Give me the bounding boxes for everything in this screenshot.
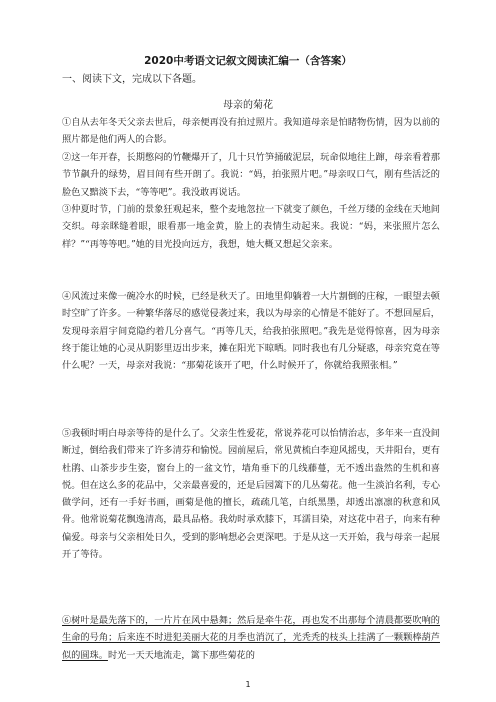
paragraph-1: ①自从去年冬天父亲去世后，母亲便再没有拍过照片。我知道母亲是怕睹物伤情，因为以前的照片都是他们两人的合影。 (62, 117, 440, 146)
paragraph-6-text: 时光一天天地流走，篱下那些菊花的 (107, 649, 255, 661)
section-heading: 一、阅读下文，完成以下各题。 (62, 74, 202, 85)
page-number: 1 (245, 680, 251, 689)
passage-title: 母亲的菊花 (223, 100, 273, 111)
paragraph-6-underlined-text: ⑥树叶是最先落下的，一片片在风中悬舞；然后是牵牛花，再也发不出那每个清晨都要吹响的生命的号角；后来连不时进犯美丽大花的月季也消沉了，光秃秃的枝头上挂满了一颗颗棒葫芦似的圆珠。 (62, 615, 440, 661)
paragraph-4: ④风流过来像一碗冷水的时候，已经是秋天了。田地里仰躺着一大片割倒的庄稼，一眼望去顿时空旷了许多。一种繁华落尽的感觉侵袭过来，我以为母亲的心情是不能好了。不想回屋后，发现母亲眉宇间竟隐约着几分喜气。“再等几天，给我拍张照吧。”我先是觉得惊喜，因为母亲终于能让她的心灵从阴影里迈出步来，摊在阳光下晾晒。同时我也有几分疑惑，母亲究竟在等什么呢？一天，母亲对我说：“那菊花该开了吧，什么时候开了，你就给我照张相。” (62, 291, 440, 372)
document-title: 2020中考语文记叙文阅读汇编一（含答案） (144, 55, 352, 67)
paragraph-3: ③仲夏时节，门前的景象狂观起来，整个麦地忽拉一下就变了颜色，千丝万缕的金线在天地间交织。母亲眯缝着眼，眼看那一地金黄，脸上的表情生动起来。我说：“妈，来张照片怎么样？”“再等等吧。”她的目光投向远方，我想，她大概又想起父亲来。 (62, 204, 440, 250)
paragraph-2: ②这一年开春，长期憋闷的竹鞭爆开了，几十只竹笋捅破泥层，玩命似地往上蹿，母亲看着那节节飙升的绿势，眉目间有些开朗了。我说：“妈，拍张照片吧。”母亲叹口气，刚有些活泛的脸色又黯淡下去，“等等吧”。我没敢再说话。 (62, 152, 440, 198)
paragraph-5: ⑤我顿时明白母亲等待的是什么了。父亲生性爱花，常说养花可以怡情治志，多年来一直没间断过，倒给我们带来了许多清芬和愉悦。园前屋后，常见黄梳白李迎风摇曳，天井阳台，更有杜鹃、山茶步步生姿，窗台上的一盆文竹，墙角垂下的几线藤蔓，无不透出盎然的生机和喜悦。但在这么多的花品中，父亲最喜爱的，还是后园篱下的几丛菊花。他一生淡泊名利，专心做学问，还有一手好书画，画菊是他的擅长，疏疏几笔，白纸黑墨，却透出凛凛的秋意和风骨。他常说菊花飘逸清高，最具品格。我幼时承欢膝下，耳濡目染，对这花中君子，向来有种偏爱。母亲与父亲相处日久，受到的影响想必会更深吧。于是从这一天开始，我与母亲一起展开了等待。 (62, 428, 440, 561)
paragraph-6 (62, 612, 440, 664)
